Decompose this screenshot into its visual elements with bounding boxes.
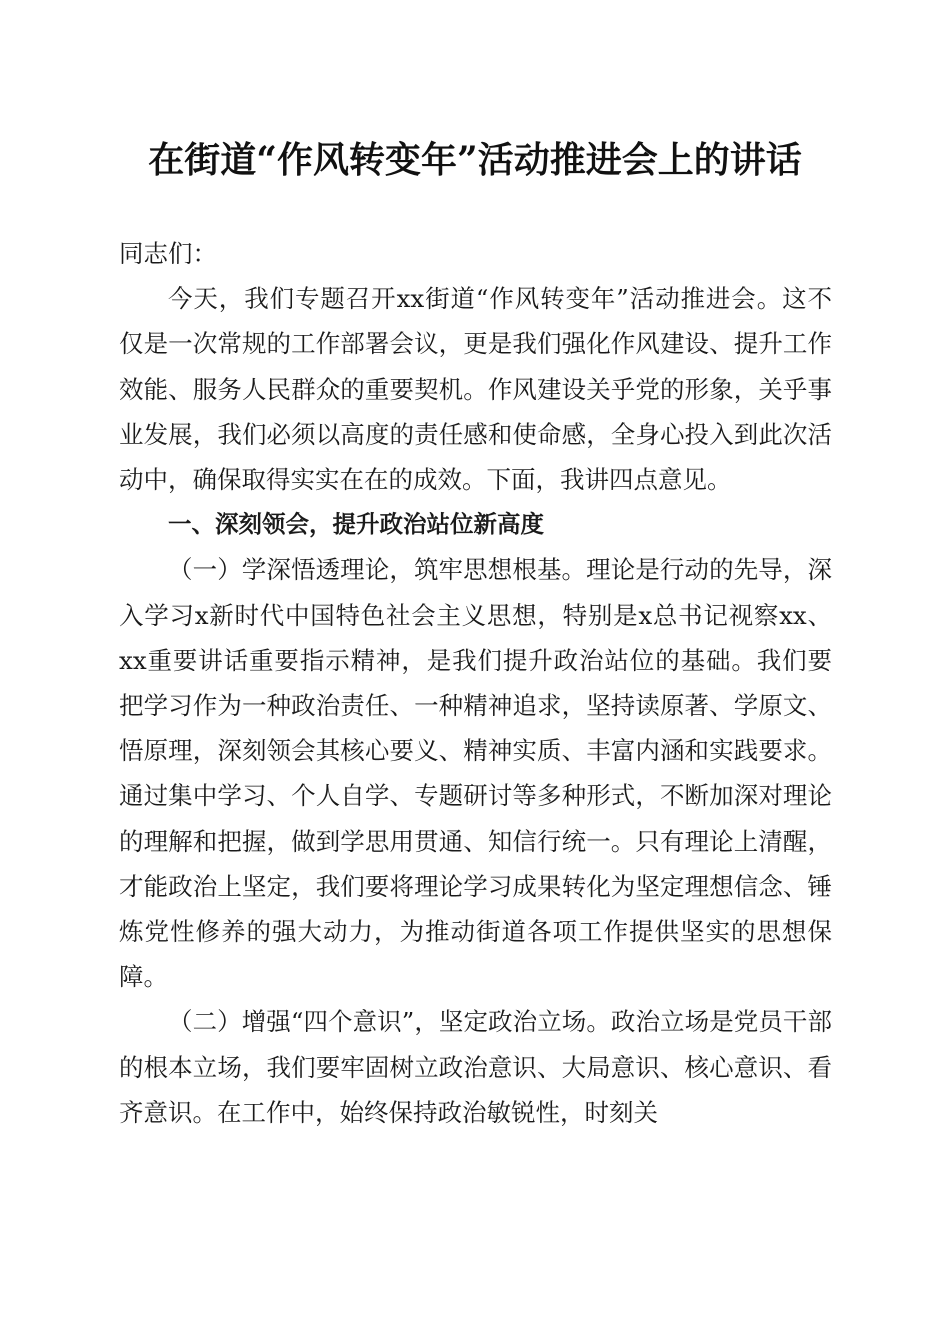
document-title: 在街道“作风转变年”活动推进会上的讲话 [148,139,802,181]
section-item-paragraph: （一）学深悟透理论，筑牢思想根基。理论是行动的先导，深入学习x新时代中国特色社会主义思想，特别是x总书记视察xx、xx重要讲话重要指示精神，是我们提升政治站位的基础。我们要把学习作为一种政治责任、一种精神追求，坚持读原著、学原文、悟原理，深刻领会其核心要义、精神实质、丰富内涵和实践要求。通过集中学习、个人自学、专题研讨等多种形式，不断加深对理论的理解和把握，做到学思用贯通、知信行统一。只有理论上清醒，才能政治上坚定，我们要将理论学习成果转化为坚定理想信念、锤炼党性修养的强大动力，为推动街道各项工作提供坚实的思想保障。 [119,555,832,992]
document-body [119,231,832,1135]
section-heading: 一、深刻领会，提升政治站位新高度 [168,510,544,539]
section-item-paragraph: （二）增强“四个意识”，坚定政治立场。政治立场是党员干部的根本立场，我们要牢固树立政治意识、大局意识、核心意识、看齐意识。在工作中，始终保持政治敏锐性，时刻关 [119,1007,832,1127]
intro-paragraph: 今天，我们专题召开xx街道“作风转变年”活动推进会。这不仅是一次常规的工作部署会议，更是我们强化作风建设、提升工作效能、服务人民群众的重要契机。作风建设关乎党的形象，关乎事业发展，我们必须以高度的责任感和使命感，全身心投入到此次活动中，确保取得实实在在的成效。下面，我讲四点意见。 [119,284,832,495]
salutation: 同志们： [119,239,217,268]
